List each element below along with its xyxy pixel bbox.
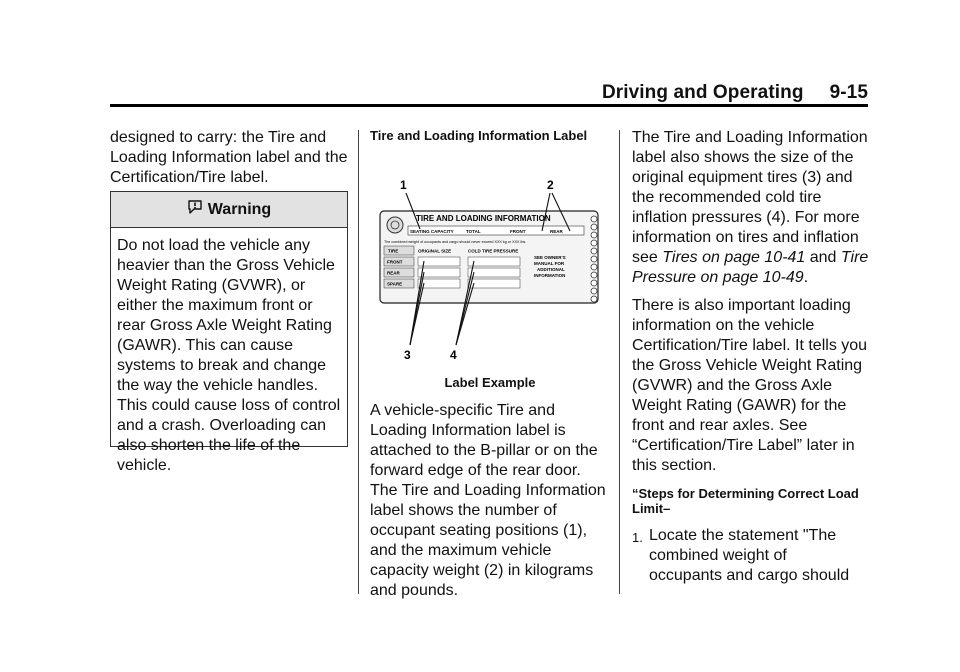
label-row-spare: SPARE [387, 281, 403, 287]
column-divider-right [619, 130, 620, 594]
label-title: TIRE AND LOADING INFORMATION [416, 214, 551, 223]
label-row-rear: REAR [387, 270, 400, 276]
label-serrated-edge [591, 216, 597, 302]
label-see-owners-1: SEE OWNER'S [534, 255, 566, 260]
step-1-number: 1. [632, 530, 643, 545]
label-front-top: FRONT [510, 229, 526, 234]
label-seating-capacity: SEATING CAPACITY [410, 229, 454, 234]
warning-header [111, 192, 347, 228]
label-col-original-size: ORIGINAL SIZE [418, 248, 452, 254]
column-divider-left [358, 130, 359, 594]
label-col-cold-pressure: COLD TIRE PRESSURE [468, 248, 519, 254]
callout-4: 4 [450, 348, 457, 361]
page-number: 9-15 [829, 82, 868, 103]
label-see-owners-2: MANUAL FOR [534, 261, 565, 266]
warning-icon [187, 199, 203, 220]
callout-1: 1 [400, 178, 407, 192]
warning-body: Do not load the vehicle any heavier than the Gross Vehicle Weight Rating (GVWR), or either the maximum front or rear Gross Axle Weight Rating (GAWR). This can cause systems to break and change the way the vehicle handles. This could cause loss of control and a crash. Overloading can also shorten the life of the vehicle. [117, 237, 341, 474]
section-title: Driving and Operating [601, 82, 804, 103]
intro-paragraph: designed to carry: the Tire and Loading Information label and the Certification/Tire label. [110, 129, 348, 186]
figure-caption: Label Example [444, 375, 536, 390]
col3-paragraph-1: The Tire and Loading Information label also shows the size of the original equipment tires (3) and the recommended cold tire inflation pressures (4). For more information on tires and inflation see Tires on page 10-41 and Tire Pressure on page 10-49. [632, 129, 869, 286]
step-1 [632, 526, 872, 586]
label-rear-top: REAR [550, 229, 563, 234]
label-weight-statement: The combined weight of occupants and cargo should never exceed XXX kg or XXX lbs. [384, 240, 527, 244]
col2-paragraph: A vehicle-specific Tire and Loading Information label is attached to the B-pillar or on the forward edge of the rear door. The Tire and Loading Information label shows the number of occupant seating positions (1), and the maximum vehicle capacity weight (2) in kilograms and pounds. [370, 402, 606, 599]
header-rule [110, 104, 868, 107]
callout-3: 3 [404, 348, 411, 361]
warning-title: Warning [207, 200, 272, 218]
steps-heading: “Steps for Determining Correct Load Limit– [632, 486, 859, 516]
tire-pressure-crossref-link[interactable]: Tire Pressure on page 10-49 [632, 249, 869, 286]
column-2 [370, 128, 610, 601]
label-see-owners-4: INFORMATION [534, 273, 566, 278]
column-1 [110, 128, 350, 188]
page-header [110, 82, 868, 102]
label-row-front: FRONT [387, 259, 403, 265]
label-logo [387, 217, 403, 233]
callout-2: 2 [547, 178, 554, 192]
label-see-owners-3: ADDITIONAL [537, 267, 565, 272]
tire-label-figure [370, 161, 610, 361]
figure-title: Tire and Loading Information Label [370, 128, 588, 143]
step-1-text: Locate the statement "The combined weight of occupants and cargo should [649, 527, 850, 584]
column-3 [632, 128, 872, 586]
tires-crossref-link[interactable]: Tires on page 10-41 [662, 249, 806, 266]
warning-box [110, 191, 348, 474]
col3-paragraph-2: There is also important loading information on the vehicle Certification/Tire label. It tells you the Gross Vehicle Weight Rating (GVWR) and the Gross Axle Weight Rating (GAWR) for the front and rear axles. See “Certification/Tire Label” later in this section. [632, 297, 868, 474]
label-total: TOTAL [466, 229, 481, 234]
label-col-tire: TIRE [388, 248, 399, 254]
